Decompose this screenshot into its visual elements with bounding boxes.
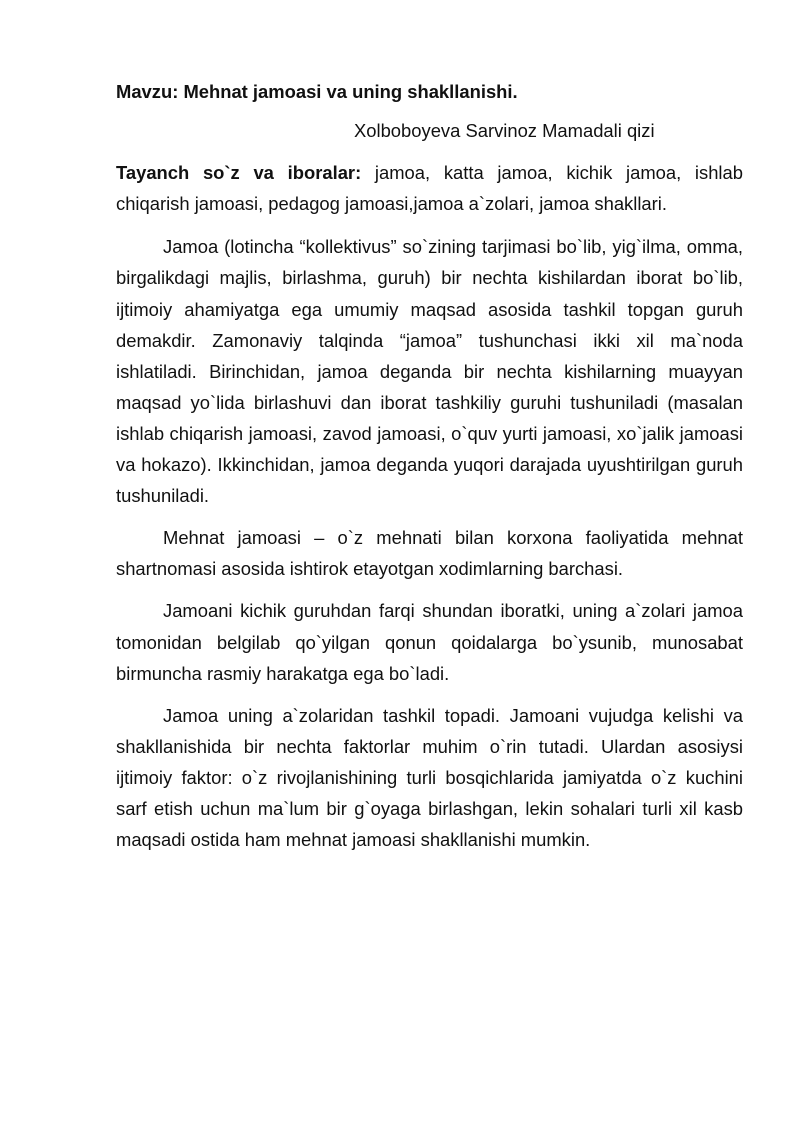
keywords-label: Tayanch so`z va iboralar: (116, 162, 362, 184)
body-paragraph-1: Jamoa (lotincha “kollektivus” so`zining tarjimasi bo`lib, yig`ilma, omma, birgalikdagi majlis, birlashma, guruh) bir nechta kishilardan iborat bo`lib, ijtimoiy ahamiyatga ega umumiy maqsad asosida tashkil topgan guruh demakdir. Zamonaviy talqinda “jamoa” tushunchasi ikki xil ma`noda ishlatiladi. Birinchidan, jamoa deganda bir nechta kishilarning muayyan maqsad yo`lida birlashuvi dan iborat tashkiliy guruhi tushuniladi (masalan ishlab chiqarish jamoasi, zavod jamoasi, o`quv yurti jamoasi, xo`jalik jamoasi va hokazo). Ikkinchidan, jamoa deganda yuqori darajada uyushtirilgan guruh tushuniladi. (116, 236, 743, 507)
body-paragraph-2: Mehnat jamoasi – o`z mehnati bilan korxona faoliyatida mehnat shartnomasi asosida ishtirok etayotgan xodimlarning barchasi. (116, 527, 743, 580)
keywords-paragraph (116, 157, 743, 219)
body-paragraph-4: Jamoa uning a`zolaridan tashkil topadi. Jamoani vujudga kelishi va shakllanishida bir nechta faktorlar muhim o`rin tutadi. Ulardan asosiysi ijtimoiy faktor: o`z rivojlanishining turli bosqichlarida jamiyatda o`z kuchini sarf etish uchun ma`lum bir g`oyaga birlashgan, lekin sohalari turli xil kasb maqsadi ostida ham mehnat jamoasi shakllanishi mumkin. (116, 704, 743, 851)
document-body (116, 76, 743, 855)
author-name: Xolboboyeva Sarvinoz Mamadali qizi (354, 120, 655, 142)
body-paragraph-3: Jamoani kichik guruhdan farqi shundan iboratki, uning a`zolari jamoa tomonidan belgilab qo`yilgan qonun qoidalarga bo`ysunib, munosabat birmuncha rasmiy harakatga ega bo`ladi. (116, 600, 743, 684)
keywords-text: jamoa, katta jamoa, kichik jamoa, ishlab chiqarish jamoasi, pedagog jamoasi,jamoa a`zolari, jamoa shakllari. (116, 162, 743, 215)
document-title: Mavzu: Mehnat jamoasi va uning shakllanishi. (116, 81, 518, 102)
